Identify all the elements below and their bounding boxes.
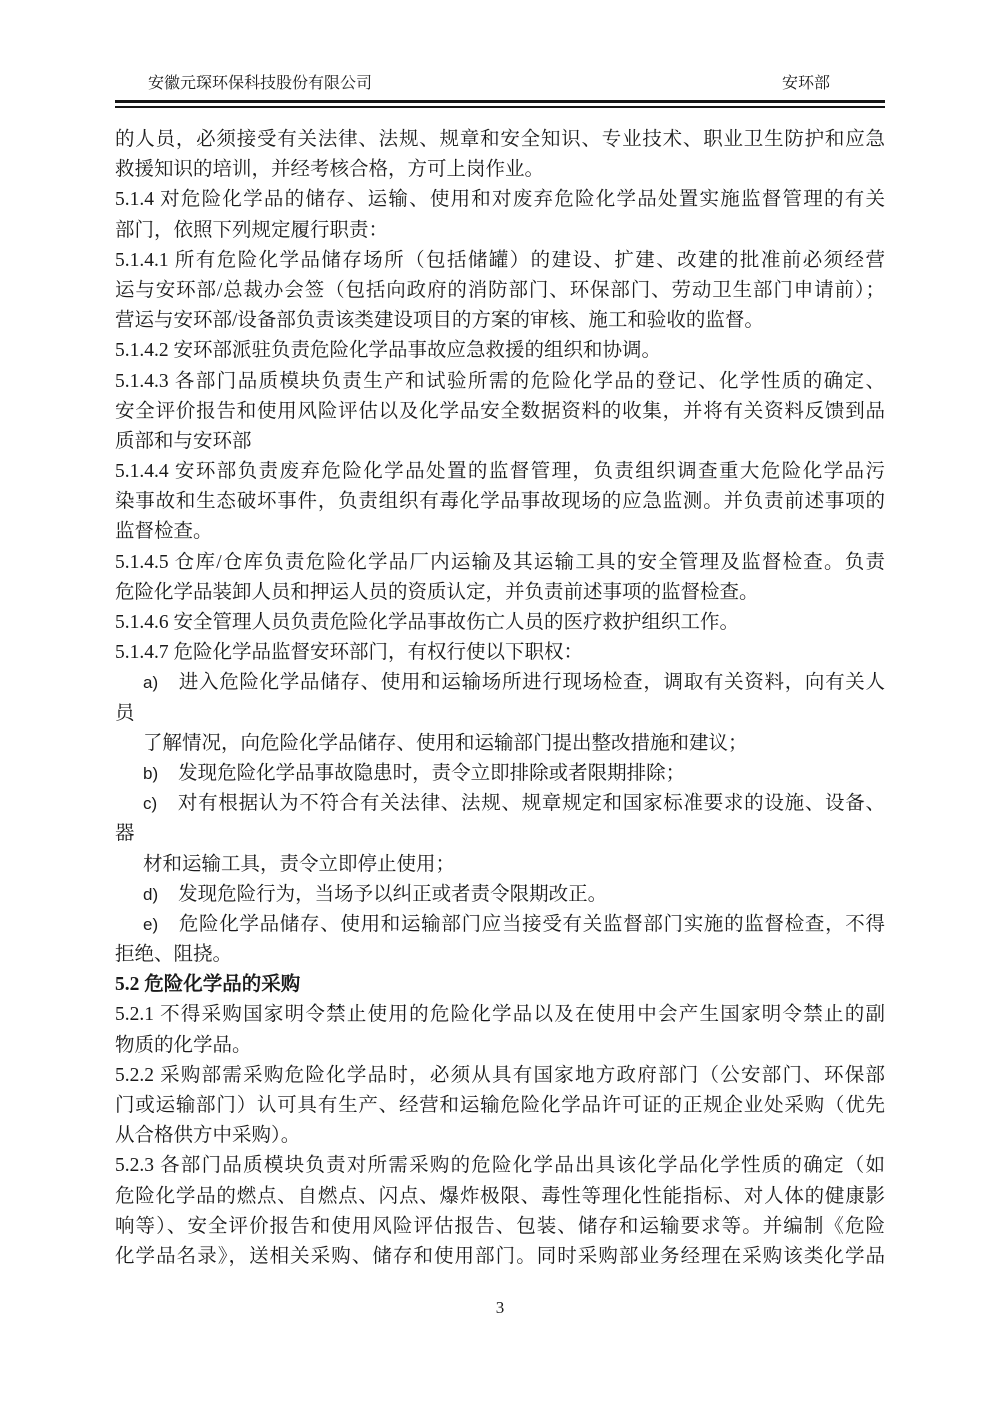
line-text: 救援知识的培训，并经考核合格，方可上岗作业。 xyxy=(115,159,545,181)
line-text: 5.1.4.4 安环部负责废弃危险化学品处置的监督管理，负责组织调查重大危险化学品污 xyxy=(115,461,885,483)
line-text: 5.1.4.5 仓库/仓库负责危险化学品厂内运输及其运输工具的安全管理及监督检查。负责 xyxy=(115,551,885,573)
text-line xyxy=(115,155,885,185)
line-text: 发现危险行为，当场予以纠正或者责令限期改正。 xyxy=(178,883,608,905)
line-text: 了解情况，向危险化学品储存、使用和运输部门提出整改措施和建议； xyxy=(143,732,748,754)
line-text: 材和运输工具，责令立即停止使用； xyxy=(143,853,456,875)
text-line xyxy=(115,397,885,427)
header-rule xyxy=(115,100,885,108)
list-item-label: a) xyxy=(143,673,159,693)
line-text: 5.1.4.3 各部门品质模块负责生产和试验所需的危险化学品的登记、化学性质的确定、 xyxy=(115,370,885,392)
text-line xyxy=(115,1000,885,1030)
text-line xyxy=(115,1151,885,1181)
line-text: 监督检查。 xyxy=(115,521,213,543)
line-text: 5.1.4.6 安全管理人员负责危险化学品事故伤亡人员的医疗救护组织工作。 xyxy=(115,612,740,633)
text-line xyxy=(115,125,885,155)
list-item-label: b) xyxy=(143,763,159,783)
line-text: 危险化学品储存、使用和运输部门应当接受有关监督部门实施的监督检查，不得 xyxy=(178,913,885,935)
line-text: 质部和与安环部 xyxy=(115,430,252,452)
text-line xyxy=(115,850,885,880)
line-text: 危险化学品装卸人员和押运人员的资质认定，并负责前述事项的监督检查。 xyxy=(115,581,759,603)
text-line xyxy=(115,1031,885,1061)
line-text: 部门，依照下列规定履行职责： xyxy=(115,219,389,241)
text-line xyxy=(115,578,885,608)
text-line xyxy=(115,819,885,849)
text-line xyxy=(115,940,885,970)
text-line xyxy=(115,367,885,397)
line-text: 5.2.3 各部门品质模块负责对所需采购的危险化学品出具该化学品化学性质的确定（如 xyxy=(115,1155,885,1177)
header-department: 安环部 xyxy=(781,75,830,92)
line-text: 拒绝、阻挠。 xyxy=(115,944,233,966)
text-line xyxy=(115,1061,885,1091)
list-item-label: d) xyxy=(143,884,159,904)
text-line xyxy=(115,548,885,578)
text-line xyxy=(115,216,885,246)
line-text: 发现危险化学品事故隐患时，责令立即排除或者限期排除； xyxy=(178,762,686,784)
text-line xyxy=(115,1182,885,1212)
line-text: 对有根据认为不符合有关法律、法规、规章规定和国家标准要求的设施、设备、 xyxy=(177,793,885,815)
line-text: 员 xyxy=(115,702,135,724)
text-line xyxy=(115,306,885,336)
line-text: 进入危险化学品储存、使用和运输场所进行现场检查，调取有关资料，向有关人 xyxy=(178,672,885,694)
text-line xyxy=(115,668,885,698)
line-text: 化学品名录》，送相关采购、储存和使用部门。同时采购部业务经理在采购该类化学品 xyxy=(115,1245,885,1267)
line-text: 染事故和生态破坏事件，负责组织有毒化学品事故现场的应急监测。并负责前述事项的 xyxy=(115,491,885,513)
text-line xyxy=(115,457,885,487)
document-body xyxy=(115,125,885,1272)
text-line xyxy=(115,608,885,638)
text-line xyxy=(115,1091,885,1121)
text-line xyxy=(115,517,885,547)
line-text: 5.2 危险化学品的采购 xyxy=(115,974,301,996)
line-text: 5.1.4 对危险化学品的储存、运输、使用和对废弃危险化学品处置实施监督管理的有关 xyxy=(115,189,885,211)
line-text: 安全评价报告和使用风险评估以及化学品安全数据资料的收集，并将有关资料反馈到品 xyxy=(115,400,885,422)
line-text: 的人员，必须接受有关法律、法规、规章和安全知识、专业技术、职业卫生防护和应急 xyxy=(115,129,885,150)
line-text: 5.1.4.2 安环部派驻负责危险化学品事故应急救援的组织和协调。 xyxy=(115,340,662,362)
line-text: 5.1.4.7 危险化学品监督安环部门，有权行使以下职权： xyxy=(115,642,584,664)
line-text: 运与安环部/总裁办会签（包括向政府的消防部门、环保部门、劳动卫生部门申请前）； xyxy=(115,279,885,301)
text-line xyxy=(115,880,885,910)
text-line xyxy=(115,336,885,366)
line-text: 门或运输部门）认可具有生产、经营和运输危险化学品许可证的正规企业处采购（优先 xyxy=(115,1095,885,1116)
text-line xyxy=(115,276,885,306)
text-line xyxy=(115,1242,885,1272)
text-line xyxy=(115,638,885,668)
text-line xyxy=(115,759,885,789)
text-line xyxy=(115,910,885,940)
list-item-label: c) xyxy=(143,794,158,814)
text-line xyxy=(115,729,885,759)
line-text: 从合格供方中采购）。 xyxy=(115,1125,301,1147)
page-header xyxy=(115,0,885,100)
line-text: 营运与安环部/设备部负责该类建设项目的方案的审核、施工和验收的监督。 xyxy=(115,310,764,332)
text-line xyxy=(115,185,885,215)
line-text: 5.1.4.1 所有危险化学品储存场所（包括储罐）的建设、扩建、改建的批准前必须经营 xyxy=(115,249,885,271)
text-line xyxy=(115,246,885,276)
text-line xyxy=(115,699,885,729)
list-item-label: e) xyxy=(143,914,159,934)
text-line xyxy=(115,1121,885,1151)
line-text: 物质的化学品。 xyxy=(115,1034,252,1056)
line-text: 危险化学品的燃点、自燃点、闪点、爆炸极限、毒性等理化性能指标、对人体的健康影 xyxy=(115,1185,885,1207)
header-company-name: 安徽元琛环保科技股份有限公司 xyxy=(148,75,373,92)
page-footer xyxy=(115,1298,885,1318)
line-text: 响等）、安全评价报告和使用风险评估报告、包装、储存和运输要求等。并编制《危险 xyxy=(115,1215,885,1237)
text-line xyxy=(115,1212,885,1242)
section-heading xyxy=(115,970,885,1000)
page-number: 3 xyxy=(495,1298,505,1318)
line-text: 器 xyxy=(115,823,135,845)
text-line xyxy=(115,487,885,517)
line-text: 5.2.2 采购部需采购危险化学品时，必须从具有国家地方政府部门（公安部门、环保部 xyxy=(115,1064,885,1086)
text-line xyxy=(115,427,885,457)
text-line xyxy=(115,789,885,819)
line-text: 5.2.1 不得采购国家明令禁止使用的危险化学品以及在使用中会产生国家明令禁止的副 xyxy=(115,1004,885,1026)
